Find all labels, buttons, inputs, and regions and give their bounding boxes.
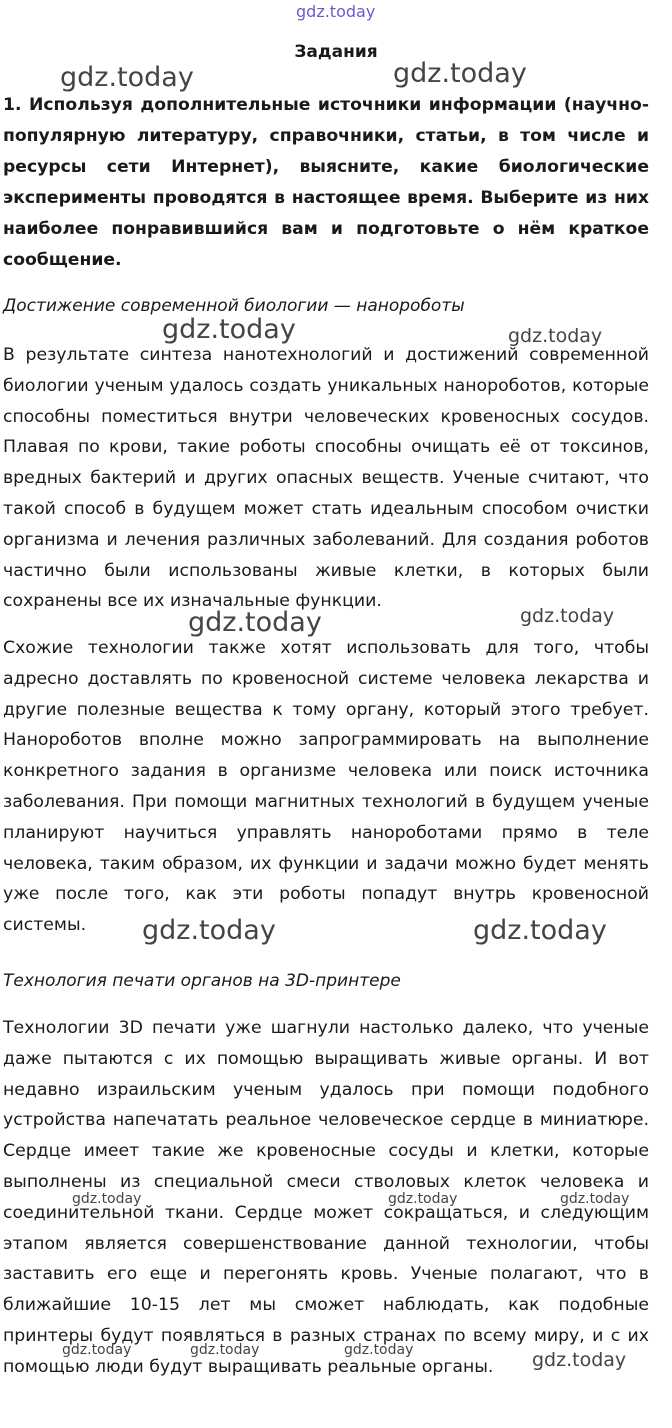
watermark: gdz.today	[532, 1349, 627, 1371]
watermark: gdz.today	[62, 1342, 132, 1358]
watermark: gdz.today	[560, 1191, 630, 1207]
watermark: gdz.today	[72, 1191, 142, 1207]
paragraph-nanorobots-1: В результате синтеза нанотехнологий и достижений современной биологии ученым удалось создать уникальных нанороботов, которые способны поместиться внутри человеческих кровеносных сосудов. Плавая по крови, такие роботы способны очищать её от токсинов, вредных бактерий и других опасных веществ. Ученые считают, что такой способ в будущем может стать идеальным способом очистки организма и лечения различных заболеваний. Для создания роботов частично были использованы живые клетки, в которых были сохранены все их изначальные функции.	[3, 345, 649, 612]
task-text: 1. Используя дополнительные источники информации (научно-популярную литературу, справочники, статьи, в том числе и ресурсы сети Интернет), выясните, какие биологические эксперименты проводятся в настоящее время. Выберите из них наиболее понравившийся вам и подготовьте о нём краткое сообщение.	[3, 95, 649, 270]
watermark: gdz.today	[520, 605, 615, 627]
watermark: gdz.today	[162, 314, 296, 345]
section-title-3d-printing: Технология печати органов на 3D-принтере	[3, 971, 401, 991]
watermark: gdz.today	[393, 58, 527, 89]
section-title-nanorobots: Достижение современной биологии — нанороботы	[3, 296, 465, 316]
watermark: gdz.today	[296, 2, 376, 21]
watermark: gdz.today	[60, 62, 194, 93]
watermark: gdz.today	[142, 915, 276, 946]
watermark: gdz.today	[473, 915, 607, 946]
watermark: gdz.today	[388, 1191, 458, 1207]
paragraph-nanorobots-2: Схожие технологии также хотят использовать для того, чтобы адресно доставлять по кровеносной системе человека лекарства и другие полезные вещества к тому органу, который этого требует. Нанороботов вполне можно запрограммировать на выполнение конкретного задания в организме человека или поиск источника заболевания. При помощи магнитных технологий в будущем ученые планируют научиться управлять нанороботами прямо в теле человека, таким образом, их функции и задачи можно будет менять уже после того, как эти роботы попадут внутрь кровеносной системы.	[3, 638, 649, 936]
watermark: gdz.today	[188, 607, 322, 638]
watermark: gdz.today	[190, 1342, 260, 1358]
watermark: gdz.today	[508, 325, 603, 347]
watermark: gdz.today	[344, 1342, 414, 1358]
paragraph-3d-printing: Технологии 3D печати уже шагнули настолько далеко, что ученые даже пытаются с их помощью выращивать живые органы. И вот недавно израильским ученым удалось при помощи подобного устройства напечатать реальное человеческое сердце в миниатюре. Сердце имеет такие же кровеносные сосуды и клетки, которые выполнены из специальной смеси стволовых клеток человека и соединительной ткани. Сердце может сокращаться, и следующим этапом является совершенствование данной технологии, чтобы заставить его еще и перегонять кровь. Ученые полагают, что в ближайшие 10-15 лет мы сможет наблюдать, как подобные принтеры будут появляться в разных странах по всему миру, и с их помощью люди будут выращивать реальные органы.	[3, 1018, 649, 1377]
page-title: Задания	[294, 42, 378, 62]
